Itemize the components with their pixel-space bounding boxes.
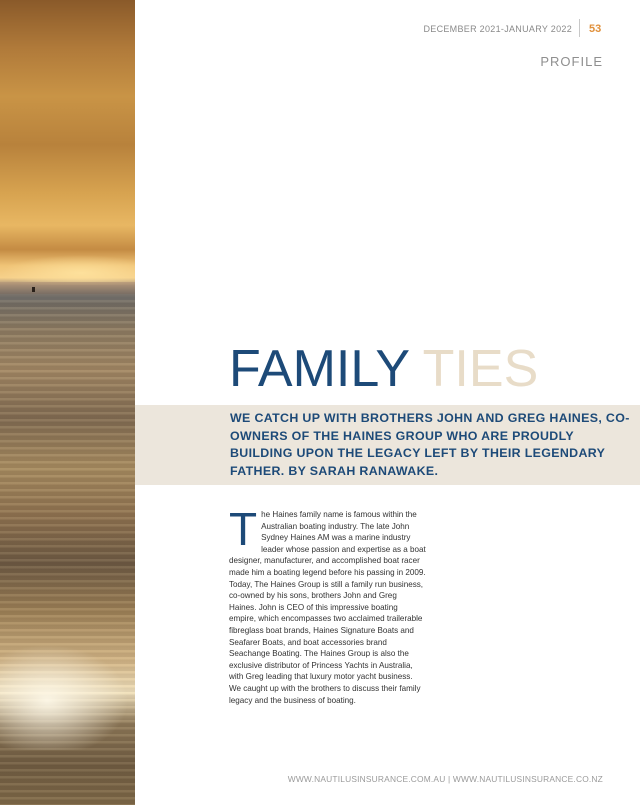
buoy-marker [32,287,35,292]
article-standfirst: WE CATCH UP WITH BROTHERS JOHN AND GREG HAINES, CO-OWNERS OF THE HAINES GROUP WHO ARE PROUDLY BUILDING UPON THE LEGACY LEFT BY THEIR LEGENDARY FATHER. BY SARAH RANAWAKE. [230,411,630,478]
sunset-ocean-photo [0,0,135,805]
sun-glow [0,255,135,285]
header-divider [579,19,580,37]
section-label: PROFILE [540,54,603,69]
headline-word-ties: TIES [422,340,539,398]
issue-date: DECEMBER 2021-JANUARY 2022 [423,24,572,34]
distant-shoreline [0,282,135,294]
footer-links[interactable]: WWW.NAUTILUSINSURANCE.COM.AU | WWW.NAUTILUSINSURANCE.CO.NZ [287,774,603,784]
page-number: 53 [589,23,602,35]
article-body [229,503,426,706]
article-body-text: he Haines family name is famous within the Australian boating industry. The late John Sydney Haines AM was a marine industry leader whose passion and expertise as a boat designer, manufacturer, and accomplished boat racer made him a boating legend before his passing in 2009. Today, The Haines Group is still a family run business, co-owned by his sons, brothers John and Greg Haines. John is CEO of this impressive boating empire, which encompasses two acclaimed trailerable fibreglass boat brands, Haines Signature Boats and Seafarer Boats, and boat accessories brand Seachange Boating. The Haines Group is also the exclusive distributor of Princess Yachts in Australia, with Greg leading that luxury motor yacht business. We caught up with the brothers to discuss their family legacy and the business of boating. [229,510,426,705]
headline-word-family: FAMILY [229,340,410,398]
wake-spray [0,640,135,750]
drop-cap: T [229,503,258,555]
article-headline [229,340,539,398]
